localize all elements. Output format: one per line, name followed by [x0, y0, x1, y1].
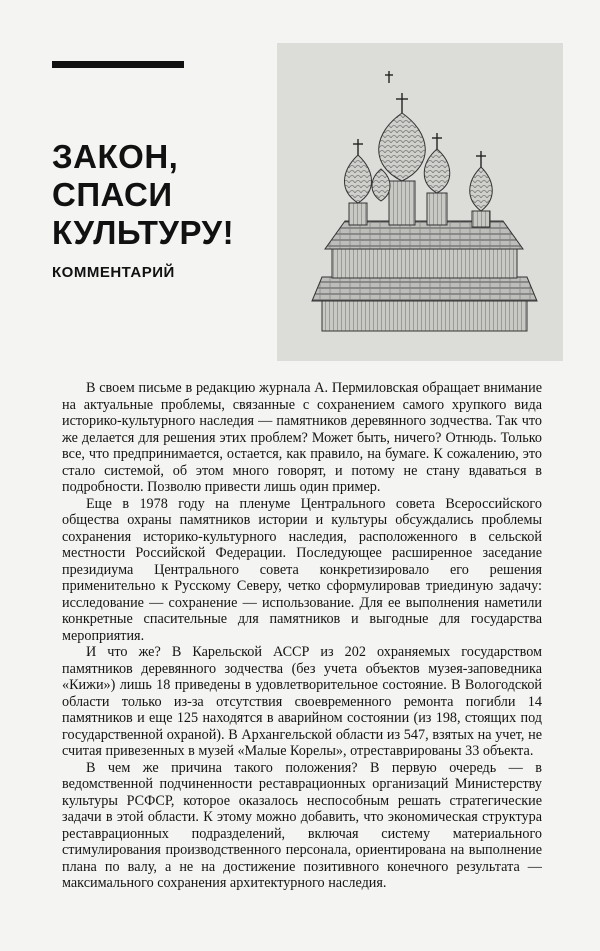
article-body	[62, 380, 542, 892]
article-paragraph: В чем же причина такого положения? В первую очередь — в ведомственной подчиненности реставрационных организаций Министерству культуры РСФСР, которое оказалось неспособным решать стратегические задачи в этой области. К этому можно добавить, что экономическая структура реставрационных подразделений, включая систему материального стимулирования производственного персонала, ориентирована на выполнение плана по валу, а не на достижение позитивного конечного результата — максимального сохранения архитектурного наследия.	[62, 759, 542, 891]
article-paragraph: И что же? В Карельской АССР из 202 охраняемых государством памятников деревянного зодчества (без учета объектов музея-заповедника «Кижи») лишь 18 приведены в удовлетворительное состояние. В Вологодской области только из-за отсутствия своевременного ремонта погибли 14 памятников и еще 125 находятся в аварийном состоянии (из 198, стоящих под государственной охраной). В Архангельской области из 547, взятых на учет, не считая привезенных в музей «Малые Корелы», отреставрированы 33 объекта.	[62, 644, 542, 759]
article-paragraph: Еще в 1978 году на пленуме Центрального совета Всероссийского общества охраны памятников истории и культуры обсуждались проблемы сохранения историко-культурного наследия, расположенного в сельской местности Российской Федерации. Последующее расширенное заседание президиума Центрального совета конкретизировало его решения применительно к Русскому Северу, четко сформулировав триединую задачу: исследование — сохранение — использование. Для ее выполнения наметили конкретные спасительные для памятников и выгодные для государства мероприятия.	[62, 495, 542, 644]
article-paragraph: В своем письме в редакцию журнала А. Пермиловская обращает внимание на актуальные проблемы, связанные с сохранением самого хрупкого вида историко-культурного наследия — памятников деревянного зодчества. Так что же делается для решения этих проблем? Может быть, ничего? Отнюдь. Только все, что предпринимается, остается, как правило, на бумаге. К сожалению, это стало системой, об этом много говорят, и потому не стану вдаваться в подробности. Позволю привести лишь один пример.	[62, 380, 542, 495]
church-illustration	[277, 43, 563, 361]
section-label: КОММЕНТАРИЙ	[52, 264, 175, 281]
title-line: ЗАКОН,	[52, 138, 179, 175]
title-line: СПАСИ	[52, 176, 173, 213]
decorative-rule	[52, 61, 184, 68]
title-line: КУЛЬТУРУ!	[52, 214, 235, 251]
page-title	[52, 138, 234, 252]
